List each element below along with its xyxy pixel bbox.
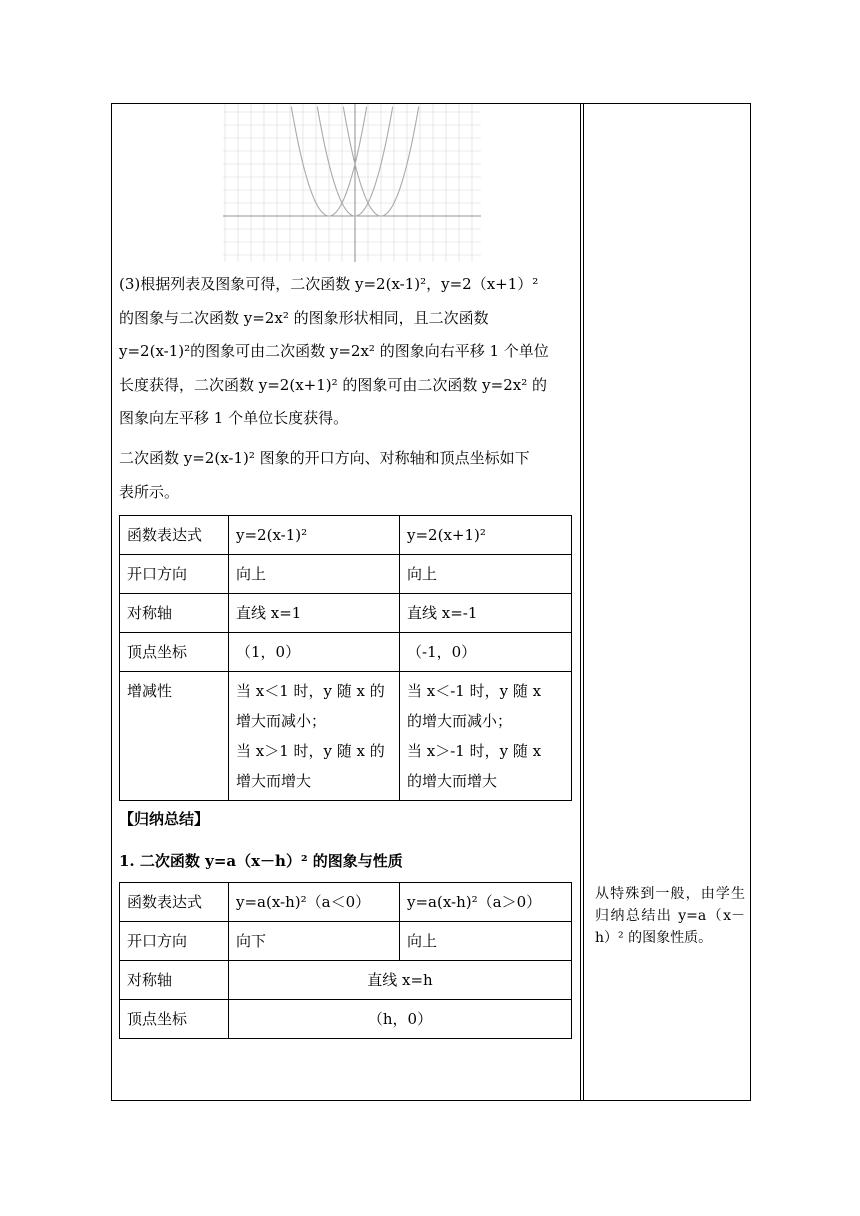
mono-line: 的增大而减小； <box>407 712 513 731</box>
table-row <box>120 633 572 672</box>
table-row <box>120 883 572 922</box>
lesson-table-frame <box>111 103 751 1101</box>
parabola-graph <box>223 104 481 262</box>
p3-line-5: 图象向左平移 1 个单位长度获得。 <box>119 409 349 428</box>
paragraph-4 <box>119 442 574 509</box>
table-cell: 对称轴 <box>120 961 229 1000</box>
summary-table <box>119 882 572 1039</box>
table-cell: 函数表达式 <box>120 516 229 555</box>
mono-line: 增大而减小； <box>236 712 327 731</box>
table-row-monotonicity <box>120 672 572 801</box>
table-row <box>120 594 572 633</box>
table-cell: （1，0） <box>229 633 400 672</box>
table-cell: y=2(x+1)² <box>400 516 572 555</box>
table-cell: 直线 x=h <box>229 961 572 1000</box>
table-row <box>120 961 572 1000</box>
table-cell: y=a(x-h)²（a＞0） <box>400 883 572 922</box>
mono-line: 增大而增大 <box>236 772 312 791</box>
mono-line: 当 x＜-1 时，y 随 x <box>407 682 542 701</box>
table-cell <box>229 672 400 801</box>
summary-heading: 【归纳总结】 <box>119 810 210 829</box>
paragraph-3 <box>119 268 574 436</box>
table-cell: 向下 <box>229 922 400 961</box>
mono-line: 当 x＞-1 时，y 随 x <box>407 742 542 761</box>
table-cell: 向上 <box>400 922 572 961</box>
table-row <box>120 922 572 961</box>
table-cell: （-1，0） <box>400 633 572 672</box>
table-cell: 开口方向 <box>120 555 229 594</box>
p3-line-4: 长度获得，二次函数 y=2(x+1)² 的图象可由二次函数 y=2x² 的 <box>119 375 548 394</box>
column-divider-2 <box>583 104 584 1100</box>
table-cell: 直线 x=-1 <box>400 594 572 633</box>
table-cell: 顶点坐标 <box>120 1000 229 1039</box>
table-cell: 函数表达式 <box>120 883 229 922</box>
table-row <box>120 516 572 555</box>
table-cell: 向上 <box>229 555 400 594</box>
table-cell: y=2(x-1)² <box>229 516 400 555</box>
graph-area <box>119 104 574 262</box>
p4-line-1: 二次函数 y=2(x-1)² 图象的开口方向、对称轴和顶点坐标如下 <box>119 448 530 467</box>
table-cell: 对称轴 <box>120 594 229 633</box>
p4-line-2: 表所示。 <box>119 482 180 501</box>
table-cell: 开口方向 <box>120 922 229 961</box>
column-divider <box>580 104 581 1100</box>
mono-line: 的增大而增大 <box>407 772 498 791</box>
table-row <box>120 555 572 594</box>
main-column <box>119 104 574 1039</box>
table-cell: （h，0） <box>229 1000 572 1039</box>
mono-line: 当 x＜1 时，y 随 x 的 <box>236 682 385 701</box>
side-note: 从特殊到一般，由学生归纳总结出 y=a（x－h）² 的图象性质。 <box>595 886 745 946</box>
table-cell <box>400 672 572 801</box>
mono-line: 当 x＞1 时，y 随 x 的 <box>236 742 385 761</box>
properties-table <box>119 515 572 801</box>
table-cell: 顶点坐标 <box>120 633 229 672</box>
summary-item-1: 1. 二次函数 y=a（x－h）² 的图象与性质 <box>119 851 403 870</box>
table-cell: 向上 <box>400 555 572 594</box>
p3-line-2: 的图象与二次函数 y=2x² 的图象形状相同，且二次函数 <box>119 308 489 327</box>
table-cell: 直线 x=1 <box>229 594 400 633</box>
p3-line-1: (3)根据列表及图象可得，二次函数 y=2(x-1)²，y=2（x+1）² <box>119 275 539 293</box>
table-cell: y=a(x-h)²（a＜0） <box>229 883 400 922</box>
table-row <box>120 1000 572 1039</box>
table-cell: 增减性 <box>120 672 229 801</box>
p3-line-3: y=2(x-1)²的图象可由二次函数 y=2x² 的图象向右平移 1 个单位 <box>119 342 549 361</box>
